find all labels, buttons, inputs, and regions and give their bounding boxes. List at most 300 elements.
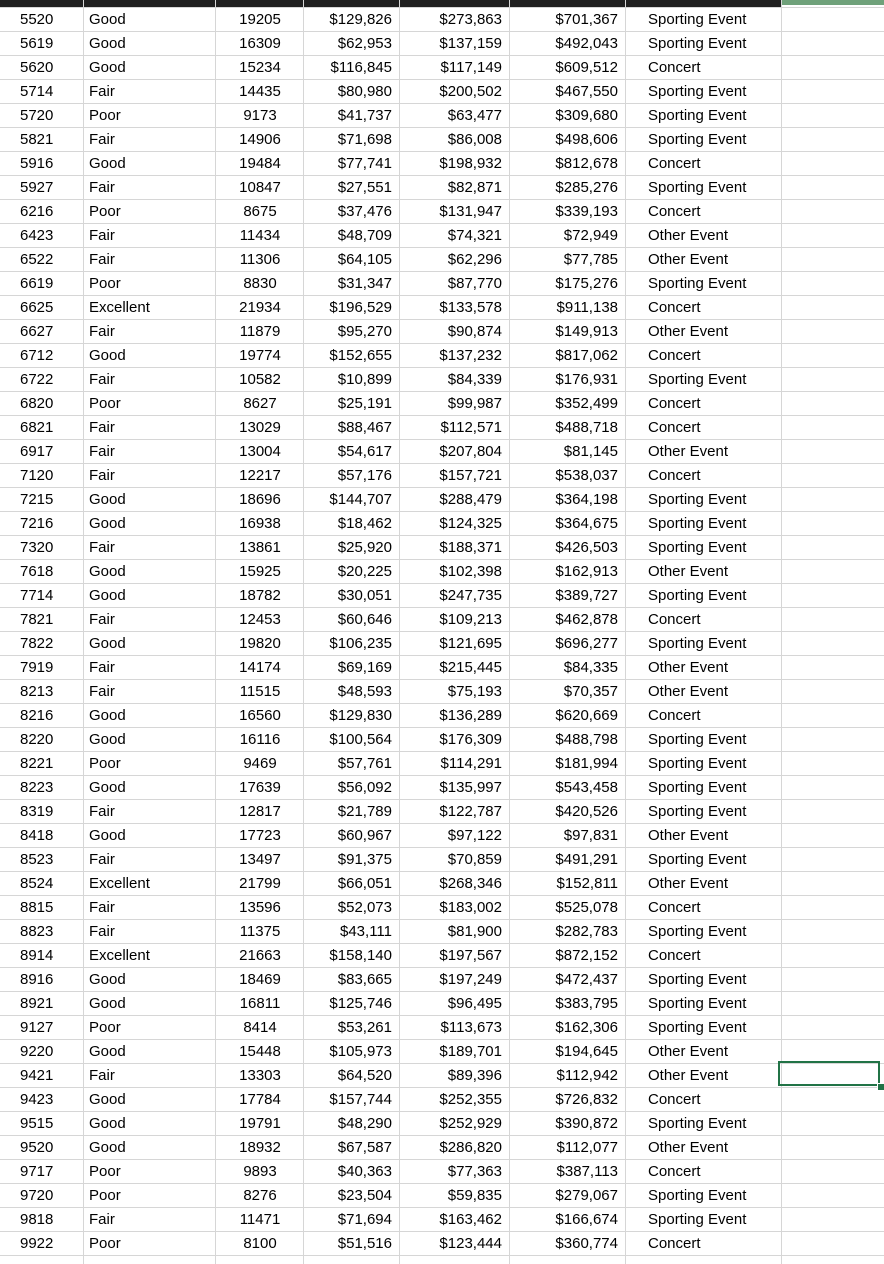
cell-count[interactable]: 14906 (239, 131, 281, 148)
cell-event-type[interactable]: Sporting Event (648, 635, 747, 652)
cell-count[interactable]: 15925 (239, 563, 281, 580)
fill-handle[interactable] (877, 1083, 884, 1091)
cell-amount-2[interactable]: $113,673 (440, 1019, 502, 1036)
cell-amount-1[interactable]: $71,698 (337, 131, 392, 148)
cell-event-type[interactable]: Concert (648, 155, 701, 172)
cell-rating[interactable]: Fair (89, 803, 115, 820)
cell-amount-3[interactable]: $364,675 (555, 515, 618, 532)
cell-amount-1[interactable]: $56,092 (337, 779, 392, 796)
cell-event-type[interactable]: Other Event (648, 683, 729, 700)
cell-count[interactable]: 16560 (239, 707, 281, 724)
cell-empty[interactable] (782, 632, 884, 656)
cell-event-type[interactable]: Concert (648, 419, 701, 436)
cell-count[interactable]: 18696 (239, 491, 281, 508)
cell-amount-3[interactable]: $166,674 (555, 1211, 618, 1228)
cell-id[interactable]: 8916 (20, 971, 54, 988)
cell-amount-3[interactable]: $538,037 (555, 467, 618, 484)
cell-amount-1[interactable]: $125,746 (329, 995, 392, 1012)
cell-id[interactable]: 8815 (20, 899, 54, 916)
cell-rating[interactable]: Fair (89, 923, 115, 940)
cell-rating[interactable]: Good (89, 635, 126, 652)
cell-id[interactable]: 7919 (20, 659, 54, 676)
cell-id[interactable]: 8319 (20, 803, 54, 820)
cell-rating[interactable]: Poor (89, 1019, 121, 1036)
cell-empty[interactable] (782, 1136, 884, 1160)
cell-event-type[interactable]: Concert (648, 203, 701, 220)
cell-amount-1[interactable]: $57,176 (337, 467, 392, 484)
cell-amount-2[interactable]: $121,695 (439, 635, 502, 652)
cell-count[interactable]: 11306 (239, 251, 281, 268)
cell-id[interactable]: 5620 (20, 59, 54, 76)
cell-count[interactable]: 8830 (243, 275, 277, 292)
cell-count[interactable]: 9173 (243, 107, 277, 124)
cell-empty[interactable] (782, 728, 884, 752)
cell-event-type[interactable]: Sporting Event (648, 179, 747, 196)
cell-event-type[interactable]: Sporting Event (648, 851, 747, 868)
cell-empty[interactable] (782, 104, 884, 128)
cell-empty[interactable] (782, 1184, 884, 1208)
cell-rating[interactable]: Good (89, 587, 126, 604)
cell-amount-3[interactable]: $462,878 (555, 611, 618, 628)
cell-empty[interactable] (782, 536, 884, 560)
cell-amount-2[interactable]: $74,321 (447, 227, 502, 244)
cell-event-type[interactable]: Sporting Event (648, 587, 747, 604)
cell-empty[interactable] (782, 368, 884, 392)
cell-count[interactable]: 13596 (239, 899, 281, 916)
cell-amount-1[interactable]: $106,235 (329, 635, 392, 652)
cell-rating[interactable]: Excellent (89, 875, 150, 892)
cell-rating[interactable]: Good (89, 1091, 126, 1108)
cell-count[interactable]: 14174 (239, 659, 281, 676)
cell-amount-2[interactable]: $99,987 (447, 395, 502, 412)
cell-empty[interactable] (782, 680, 884, 704)
cell-count[interactable]: 19791 (239, 1115, 281, 1132)
cell-empty[interactable] (782, 608, 884, 632)
cell-rating[interactable]: Poor (89, 107, 121, 124)
cell-rating[interactable]: Fair (89, 899, 115, 916)
cell-amount-3[interactable]: $181,994 (555, 755, 618, 772)
cell-rating[interactable]: Fair (89, 83, 115, 100)
cell-rating[interactable]: Fair (89, 611, 115, 628)
cell-rating[interactable]: Good (89, 1115, 126, 1132)
cell-rating[interactable]: Fair (89, 131, 115, 148)
cell-id[interactable]: 6820 (20, 395, 54, 412)
cell-amount-1[interactable]: $60,646 (337, 611, 392, 628)
cell-empty[interactable] (782, 1112, 884, 1136)
cell-rating[interactable]: Good (89, 155, 126, 172)
cell-rating[interactable]: Poor (89, 395, 121, 412)
cell-amount-3[interactable]: $162,913 (555, 563, 618, 580)
cell-event-type[interactable]: Sporting Event (648, 755, 747, 772)
cell-amount-2[interactable]: $136,289 (439, 707, 502, 724)
cell-count[interactable]: 11434 (239, 227, 281, 244)
cell-amount-1[interactable]: $91,375 (337, 851, 392, 868)
cell-amount-2[interactable]: $189,701 (439, 1043, 502, 1060)
cell-amount-2[interactable]: $109,213 (439, 611, 502, 628)
cell-id[interactable]: 8220 (20, 731, 54, 748)
cell-amount-1[interactable]: $196,529 (329, 299, 392, 316)
cell-amount-1[interactable]: $27,551 (337, 179, 392, 196)
cell-event-type[interactable]: Sporting Event (648, 1187, 747, 1204)
cell-id[interactable]: 6625 (20, 299, 54, 316)
cell-id[interactable]: 9127 (20, 1019, 54, 1036)
cell-event-type[interactable]: Sporting Event (648, 803, 747, 820)
cell-amount-3[interactable]: $701,367 (555, 11, 618, 28)
cell-amount-1[interactable]: $37,476 (337, 203, 392, 220)
cell-amount-2[interactable]: $288,479 (439, 491, 502, 508)
cell-amount-1[interactable]: $20,225 (337, 563, 392, 580)
cell-amount-2[interactable]: $102,398 (439, 563, 502, 580)
cell-event-type[interactable]: Sporting Event (648, 35, 747, 52)
cell-event-type[interactable]: Sporting Event (648, 779, 747, 796)
cell-id[interactable]: 7618 (20, 563, 54, 580)
cell-event-type[interactable]: Concert (648, 59, 701, 76)
cell-amount-1[interactable]: $25,920 (337, 539, 392, 556)
cell-count[interactable]: 12817 (239, 803, 281, 820)
cell-amount-2[interactable]: $197,249 (439, 971, 502, 988)
cell-count[interactable]: 8276 (243, 1187, 277, 1204)
cell-rating[interactable]: Good (89, 563, 126, 580)
cell-rating[interactable]: Fair (89, 1067, 115, 1084)
cell-amount-1[interactable]: $23,504 (337, 1187, 392, 1204)
cell-id[interactable]: 8223 (20, 779, 54, 796)
cell-count[interactable]: 15448 (239, 1043, 281, 1060)
cell-empty[interactable] (782, 176, 884, 200)
cell-id[interactable]: 6712 (20, 347, 54, 364)
cell-amount-1[interactable]: $158,140 (329, 947, 392, 964)
cell-id[interactable]: 8914 (20, 947, 54, 964)
cell-amount-2[interactable]: $183,002 (439, 899, 502, 916)
cell-count[interactable]: 21799 (239, 875, 281, 892)
cell-id[interactable]: 6619 (20, 275, 54, 292)
cell-empty[interactable] (782, 560, 884, 584)
cell-amount-3[interactable]: $97,831 (563, 827, 618, 844)
cell-event-type[interactable]: Concert (648, 611, 701, 628)
cell-event-type[interactable]: Sporting Event (648, 971, 747, 988)
cell-amount-3[interactable]: $175,276 (555, 275, 618, 292)
cell-count[interactable]: 12217 (239, 467, 281, 484)
cell-amount-2[interactable]: $268,346 (439, 875, 502, 892)
cell-amount-1[interactable]: $100,564 (329, 731, 392, 748)
cell-amount-2[interactable]: $207,804 (439, 443, 502, 460)
cell-amount-3[interactable]: $620,669 (555, 707, 618, 724)
cell-id[interactable]: 5520 (20, 11, 54, 28)
cell-amount-1[interactable]: $54,617 (337, 443, 392, 460)
cell-event-type[interactable]: Other Event (648, 1043, 729, 1060)
cell-amount-3[interactable]: $339,193 (555, 203, 618, 220)
cell-amount-3[interactable]: $726,832 (555, 1091, 618, 1108)
cell-empty[interactable] (782, 1160, 884, 1184)
cell-rating[interactable]: Fair (89, 539, 115, 556)
cell-event-type[interactable]: Sporting Event (648, 491, 747, 508)
cell-count[interactable]: 11515 (239, 683, 281, 700)
cell-event-type[interactable]: Concert (648, 467, 701, 484)
cell-rating[interactable]: Good (89, 971, 126, 988)
cell-rating[interactable]: Good (89, 1139, 126, 1156)
cell-amount-1[interactable]: $25,191 (337, 395, 392, 412)
cell-rating[interactable]: Fair (89, 659, 115, 676)
cell-count[interactable]: 13303 (239, 1067, 281, 1084)
cell-count[interactable]: 15234 (239, 59, 281, 76)
cell-amount-1[interactable]: $88,467 (337, 419, 392, 436)
cell-amount-3[interactable]: $112,077 (556, 1139, 618, 1156)
cell-empty[interactable] (782, 320, 884, 344)
cell-amount-2[interactable]: $97,122 (447, 827, 502, 844)
cell-event-type[interactable]: Concert (648, 947, 701, 964)
cell-event-type[interactable]: Other Event (648, 251, 729, 268)
cell-count[interactable]: 17784 (239, 1091, 281, 1108)
cell-event-type[interactable]: Sporting Event (648, 107, 747, 124)
cell-amount-1[interactable]: $152,655 (329, 347, 392, 364)
cell-amount-2[interactable]: $198,932 (439, 155, 502, 172)
cell-amount-2[interactable]: $247,735 (439, 587, 502, 604)
cell-event-type[interactable]: Concert (648, 899, 701, 916)
cell-amount-1[interactable]: $21,789 (337, 803, 392, 820)
cell-count[interactable]: 21663 (239, 947, 281, 964)
cell-count[interactable]: 19484 (239, 155, 281, 172)
cell-amount-3[interactable]: $543,458 (555, 779, 618, 796)
cell-rating[interactable]: Excellent (89, 299, 150, 316)
cell-id[interactable]: 8216 (20, 707, 54, 724)
cell-id[interactable]: 8418 (20, 827, 54, 844)
cell-count[interactable]: 13004 (239, 443, 281, 460)
cell-count[interactable]: 14435 (239, 83, 281, 100)
cell-event-type[interactable]: Other Event (648, 827, 729, 844)
cell-amount-2[interactable]: $200,502 (439, 83, 502, 100)
cell-rating[interactable]: Fair (89, 251, 115, 268)
cell-amount-2[interactable]: $137,232 (439, 347, 502, 364)
cell-id[interactable]: 8221 (20, 755, 54, 772)
cell-amount-2[interactable]: $84,339 (447, 371, 502, 388)
cell-empty[interactable] (782, 80, 884, 104)
cell-empty[interactable] (782, 248, 884, 272)
selected-cell[interactable] (778, 1061, 880, 1086)
cell-count[interactable]: 19774 (239, 347, 281, 364)
cell-amount-3[interactable]: $491,291 (555, 851, 618, 868)
cell-amount-2[interactable]: $59,835 (447, 1187, 502, 1204)
cell-empty[interactable] (782, 992, 884, 1016)
cell-rating[interactable]: Fair (89, 227, 115, 244)
cell-empty[interactable] (782, 1016, 884, 1040)
cell-amount-3[interactable]: $77,785 (563, 251, 618, 268)
cell-amount-3[interactable]: $812,678 (555, 155, 618, 172)
cell-rating[interactable]: Poor (89, 275, 121, 292)
cell-amount-1[interactable]: $83,665 (337, 971, 392, 988)
cell-amount-1[interactable]: $95,270 (337, 323, 392, 340)
cell-empty[interactable] (782, 944, 884, 968)
cell-event-type[interactable]: Other Event (648, 443, 729, 460)
cell-event-type[interactable]: Sporting Event (648, 371, 747, 388)
cell-amount-3[interactable]: $609,512 (555, 59, 618, 76)
cell-rating[interactable]: Good (89, 515, 126, 532)
cell-event-type[interactable]: Other Event (648, 875, 729, 892)
cell-empty[interactable] (782, 752, 884, 776)
cell-amount-3[interactable]: $84,335 (563, 659, 618, 676)
cell-count[interactable]: 9893 (243, 1163, 277, 1180)
cell-event-type[interactable]: Other Event (648, 563, 729, 580)
cell-empty[interactable] (782, 920, 884, 944)
cell-rating[interactable]: Excellent (89, 947, 150, 964)
cell-amount-3[interactable]: $72,949 (563, 227, 618, 244)
cell-amount-2[interactable]: $133,578 (439, 299, 502, 316)
cell-empty[interactable] (782, 824, 884, 848)
cell-empty[interactable] (782, 32, 884, 56)
cell-event-type[interactable]: Concert (648, 395, 701, 412)
cell-amount-1[interactable]: $64,105 (337, 251, 392, 268)
cell-empty[interactable] (782, 512, 884, 536)
cell-id[interactable]: 5927 (20, 179, 54, 196)
cell-id[interactable]: 6216 (20, 203, 54, 220)
cell-amount-2[interactable]: $90,874 (447, 323, 502, 340)
cell-count[interactable]: 11375 (239, 923, 281, 940)
cell-id[interactable]: 9515 (20, 1115, 54, 1132)
cell-amount-1[interactable]: $116,845 (330, 59, 392, 76)
cell-amount-2[interactable]: $273,863 (439, 11, 502, 28)
cell-empty[interactable] (782, 1232, 884, 1256)
cell-amount-1[interactable]: $41,737 (337, 107, 392, 124)
cell-amount-1[interactable]: $52,073 (337, 899, 392, 916)
cell-count[interactable]: 11471 (239, 1211, 281, 1228)
cell-amount-2[interactable]: $131,947 (439, 203, 502, 220)
cell-count[interactable]: 10847 (239, 179, 281, 196)
cell-event-type[interactable]: Sporting Event (648, 1115, 747, 1132)
cell-amount-3[interactable]: $389,727 (555, 587, 618, 604)
cell-id[interactable]: 6917 (20, 443, 54, 460)
cell-id[interactable]: 5821 (20, 131, 54, 148)
cell-amount-1[interactable]: $62,953 (337, 35, 392, 52)
cell-empty[interactable] (782, 584, 884, 608)
cell-count[interactable]: 13861 (239, 539, 281, 556)
cell-id[interactable]: 5720 (20, 107, 54, 124)
cell-amount-1[interactable]: $80,980 (337, 83, 392, 100)
cell-rating[interactable]: Fair (89, 323, 115, 340)
cell-amount-3[interactable]: $498,606 (555, 131, 618, 148)
cell-amount-3[interactable]: $149,913 (555, 323, 618, 340)
cell-amount-3[interactable]: $176,931 (555, 371, 618, 388)
cell-amount-3[interactable]: $279,067 (555, 1187, 618, 1204)
cell-rating[interactable]: Fair (89, 851, 115, 868)
cell-event-type[interactable]: Concert (648, 1091, 701, 1108)
cell-event-type[interactable]: Sporting Event (648, 1019, 747, 1036)
cell-empty[interactable] (782, 56, 884, 80)
cell-rating[interactable]: Good (89, 491, 126, 508)
cell-amount-2[interactable]: $81,900 (447, 923, 502, 940)
cell-id[interactable]: 6821 (20, 419, 54, 436)
cell-empty[interactable] (782, 656, 884, 680)
cell-amount-3[interactable]: $282,783 (555, 923, 618, 940)
cell-amount-2[interactable]: $122,787 (439, 803, 502, 820)
cell-amount-2[interactable]: $82,871 (447, 179, 502, 196)
cell-count[interactable]: 8100 (243, 1235, 277, 1252)
cell-empty[interactable] (782, 344, 884, 368)
cell-amount-1[interactable]: $30,051 (337, 587, 392, 604)
cell-id[interactable]: 8921 (20, 995, 54, 1012)
cell-amount-1[interactable]: $48,593 (337, 683, 392, 700)
cell-amount-1[interactable]: $40,363 (337, 1163, 392, 1180)
cell-empty[interactable] (782, 776, 884, 800)
cell-rating[interactable]: Good (89, 11, 126, 28)
cell-amount-3[interactable]: $817,062 (555, 347, 618, 364)
cell-id[interactable]: 9421 (20, 1067, 54, 1084)
cell-empty[interactable] (782, 224, 884, 248)
cell-amount-1[interactable]: $18,462 (337, 515, 392, 532)
cell-event-type[interactable]: Sporting Event (648, 539, 747, 556)
cell-amount-2[interactable]: $124,325 (439, 515, 502, 532)
cell-empty[interactable] (782, 872, 884, 896)
cell-amount-3[interactable]: $112,942 (556, 1067, 618, 1084)
cell-id[interactable]: 9922 (20, 1235, 54, 1252)
cell-rating[interactable]: Fair (89, 443, 115, 460)
cell-amount-2[interactable]: $70,859 (447, 851, 502, 868)
cell-id[interactable]: 8523 (20, 851, 54, 868)
cell-amount-2[interactable]: $77,363 (447, 1163, 502, 1180)
cell-amount-3[interactable]: $162,306 (555, 1019, 618, 1036)
cell-event-type[interactable]: Other Event (648, 227, 729, 244)
cell-rating[interactable]: Poor (89, 1163, 121, 1180)
cell-id[interactable]: 8213 (20, 683, 54, 700)
cell-amount-2[interactable]: $176,309 (439, 731, 502, 748)
cell-count[interactable]: 11879 (239, 323, 281, 340)
cell-id[interactable]: 9818 (20, 1211, 54, 1228)
cell-id[interactable]: 5916 (20, 155, 54, 172)
cell-amount-1[interactable]: $71,694 (337, 1211, 392, 1228)
cell-amount-3[interactable]: $467,550 (555, 83, 618, 100)
cell-amount-3[interactable]: $872,152 (555, 947, 618, 964)
cell-id[interactable]: 6722 (20, 371, 54, 388)
cell-amount-2[interactable]: $252,929 (439, 1115, 502, 1132)
cell-count[interactable]: 16938 (239, 515, 281, 532)
cell-id[interactable]: 5714 (20, 83, 54, 100)
cell-event-type[interactable]: Sporting Event (648, 131, 747, 148)
cell-event-type[interactable]: Concert (648, 707, 701, 724)
cell-id[interactable]: 9717 (20, 1163, 54, 1180)
cell-rating[interactable]: Good (89, 59, 126, 76)
cell-amount-3[interactable]: $488,798 (555, 731, 618, 748)
cell-event-type[interactable]: Sporting Event (648, 515, 747, 532)
cell-rating[interactable]: Good (89, 35, 126, 52)
cell-amount-2[interactable]: $286,820 (439, 1139, 502, 1156)
cell-amount-2[interactable]: $112,571 (440, 419, 502, 436)
cell-amount-3[interactable]: $152,811 (556, 875, 618, 892)
cell-empty[interactable] (782, 896, 884, 920)
cell-amount-1[interactable]: $43,111 (340, 923, 392, 940)
cell-event-type[interactable]: Concert (648, 347, 701, 364)
cell-event-type[interactable]: Sporting Event (648, 83, 747, 100)
cell-count[interactable]: 8414 (243, 1019, 277, 1036)
cell-id[interactable]: 9720 (20, 1187, 54, 1204)
cell-empty[interactable] (782, 200, 884, 224)
cell-event-type[interactable]: Other Event (648, 659, 729, 676)
cell-rating[interactable]: Good (89, 731, 126, 748)
cell-empty[interactable] (782, 464, 884, 488)
cell-amount-2[interactable]: $117,149 (440, 59, 502, 76)
cell-amount-2[interactable]: $87,770 (447, 275, 502, 292)
cell-event-type[interactable]: Other Event (648, 1139, 729, 1156)
cell-amount-3[interactable]: $390,872 (555, 1115, 618, 1132)
cell-event-type[interactable]: Other Event (648, 1067, 729, 1084)
cell-amount-2[interactable]: $215,445 (439, 659, 502, 676)
cell-amount-3[interactable]: $420,526 (555, 803, 618, 820)
cell-rating[interactable]: Fair (89, 179, 115, 196)
cell-amount-1[interactable]: $31,347 (337, 275, 392, 292)
cell-amount-3[interactable]: $387,113 (556, 1163, 618, 1180)
cell-count[interactable]: 21934 (239, 299, 281, 316)
cell-rating[interactable]: Fair (89, 1211, 115, 1228)
cell-amount-2[interactable]: $188,371 (439, 539, 502, 556)
cell-count[interactable]: 12453 (239, 611, 281, 628)
cell-count[interactable]: 19205 (239, 11, 281, 28)
cell-amount-2[interactable]: $135,997 (439, 779, 502, 796)
